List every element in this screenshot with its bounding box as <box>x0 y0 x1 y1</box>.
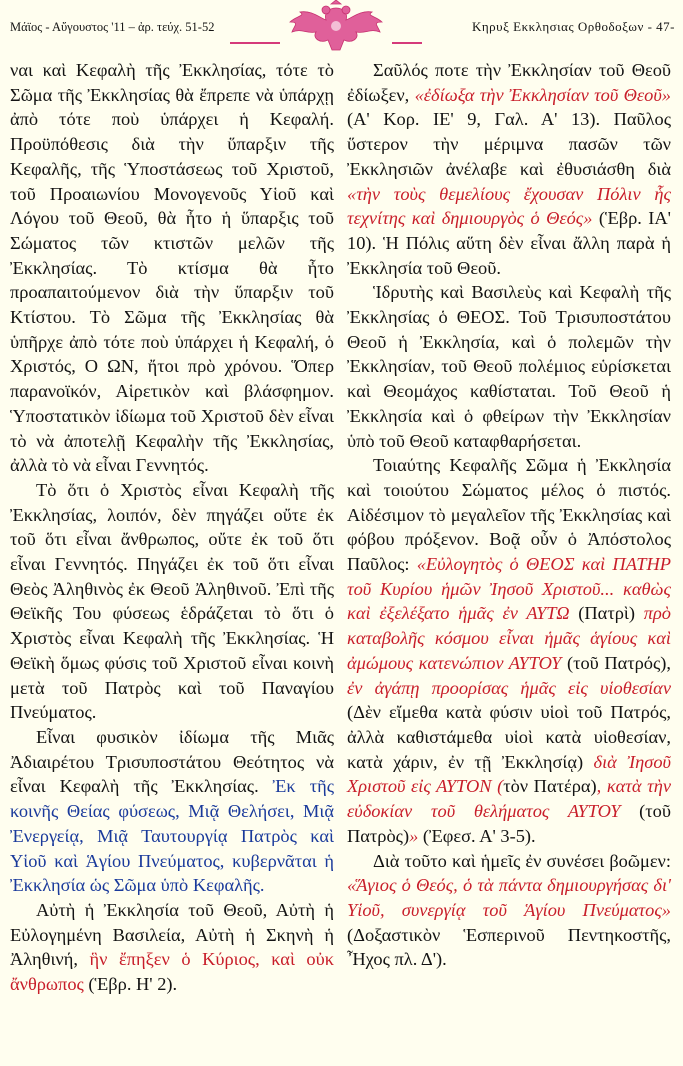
citation: (Ἑβρ. Η' 2). <box>83 974 178 995</box>
quote-text: ἐν ἀγάπῃ προορίσας ἡμᾶς εἰς υἱοθεσίαν <box>347 677 671 698</box>
quote-text: «Εὐλογητὸς ὁ ΘΕΟΣ καὶ ΠΑΤΗΡ τοῦ Κυρίου ἡμῶν Ἰησοῦ Χριστοῦ... καθὼς καὶ ἐξελέξατο ἡμᾶς ἐν ΑΥΤΩ <box>347 554 672 624</box>
text-span: (Πατρὶ) <box>569 603 644 624</box>
text-span: (τοῦ Πατρός), <box>561 652 671 673</box>
journal-title: Κηρυξ Εκκλησιας Ορθοδοξων - 47- <box>471 19 675 34</box>
paragraph <box>347 453 671 848</box>
quote-text: » <box>409 825 419 846</box>
paragraph <box>347 849 671 973</box>
quote-text: πρὸ καταβολῆς κόσμου εἶναι ἡμᾶς ἁγίους καὶ ἀμώμους κατενώπιον ΑΥΤΟΥ <box>347 603 671 673</box>
quote-text: , κατὰ τὴν εὐδοκίαν τοῦ θελήματος ΑΥΤΟΥ <box>347 776 671 822</box>
quote-text: «Ἅγιος ὁ Θεός, ὁ τὰ πάντα δημιουργήσας δι' Υἱοῦ, συνεργίᾳ τοῦ Ἁγίου Πνεύματος» <box>347 875 671 920</box>
text-span: (Α' Κορ. ΙΕ' 9, Γαλ. Α' 13). Παῦλος ὕστερον τὴν μέριμνα πασῶν τῶν Ἐκκλησιῶν ἀνέλαβε καὶ ἐθυσιάσθη διὰ <box>347 109 671 179</box>
text-span: Σαῦλός ποτε τὴν Ἐκκλησίαν τοῦ Θεοῦ ἐδίωξεν, <box>347 60 671 105</box>
paragraph <box>10 725 334 898</box>
text-span: Εἶναι φυσικὸν ἰδίωμα τῆς Μιᾶς Ἀδιαιρέτου Τρισυποστάτου Θεότητος νὰ εἶναι Κεφαλὴ τῆς Ἐκκλησίας. <box>10 726 334 797</box>
quote-text: «ἐδίωξα τὴν Ἐκκλησίαν τοῦ Θεοῦ» <box>414 84 671 105</box>
right-column <box>347 58 671 972</box>
text-span: (τοῦ Πατρὸς) <box>347 801 671 846</box>
text-span: (Ἑβρ. ΙΑ' 10). Ἡ Πόλις αὕτη δὲν εἶναι ἄλλη παρὰ ἡ Ἐκκλησία τοῦ Θεοῦ. <box>347 208 671 278</box>
quote-text: ἣν ἔπηξεν ὁ Κύριος, καὶ οὐκ ἄνθρωπος <box>10 949 334 995</box>
highlighted-text: Ἐκ τῆς κοινῆς Θείας φύσεως, Μιᾷ Θελήσει, Μιᾷ Ἐνεργείᾳ, Μιᾷ Ταυτουργίᾳ Πατρὸς καὶ Υἱοῦ καὶ Ἁγίου Πνεύματος, κυβερνᾶται ἡ Ἐκκλησία ὡς Σῶμα ὑπὸ Κεφαλῆς. <box>10 776 334 896</box>
text-span: τὸν Πατέρα) <box>503 776 597 797</box>
page-header <box>0 0 683 58</box>
paragraph: Ἱδρυτὴς καὶ Βασιλεὺς καὶ Κεφαλὴ τῆς Ἐκκλησίας ὁ ΘΕΟΣ. Τοῦ Τρισυποστάτου Θεοῦ ἡ Ἐκκλησία, καὶ ὁ πολεμῶν τὴν Ἐκκλησίαν, τοῦ Θεοῦ πολέμιος εὑρίσκεται καὶ Θεομάχος καθίσταται. Τοῦ Θεοῦ ἡ Ἐκκλησία καὶ ὁ φθείρων τὴν Ἐκκλησίαν ὑπὸ τοῦ Θεοῦ καταφθαρήσεται. <box>347 282 671 451</box>
text-span: Τοιαύτης Κεφαλῆς Σῶμα ἡ Ἐκκλησία καὶ τοιούτου Σώματος μέλος ὁ πιστός. Αἰδέσιμον τὸ μεγαλεῖον τῆς Ἐκκλησίας καὶ φόβου πρόξενον. Βοᾷ οὖν ὁ Ἀπόστολος Παῦλος: <box>347 455 671 575</box>
left-column <box>10 58 334 997</box>
text-span: Αὐτὴ ἡ Ἐκκλησία τοῦ Θεοῦ, Αὐτὴ ἡ Εὐλογημένη Βασιλεία, Αὐτὴ ἡ Σκηνὴ ἡ Ἀληθινή, <box>10 899 334 970</box>
quote-text: «τὴν τοὺς θεμελίους ἔχουσαν Πόλιν ἧς τεχνίτης καὶ δημιουργὸς ὁ Θεός» <box>347 183 671 229</box>
double-headed-eagle-icon <box>276 0 396 58</box>
paragraph: Τὸ ὅτι ὁ Χριστὸς εἶναι Κεφαλὴ τῆς Ἐκκλησίας, λοιπόν, δὲν πηγάζει οὔτε ἐκ τοῦ ὅτι εἶναι ἄνθρωπος, οὔτε ἐκ τοῦ ὅτι εἶναι Γεννητός. Πηγάζει ἐκ τοῦ ὅτι εἶναι Θεὸς Ἀληθινὸς ἐκ Θεοῦ Ἀληθινοῦ. Ἐπὶ τῆς Θεϊκῆς Του φύσεως ἑδράζεται τὸ ὅτι ὁ Χριστὸς εἶναι Κεφαλὴ τῆς Ἐκκλησίας. Ἡ Θεϊκὴ ὅμως φύσις τοῦ Χριστοῦ εἶναι κοινὴ μετὰ τοῦ Πατρὸς καὶ τοῦ Παναγίου Πνεύματος. <box>10 479 334 723</box>
header-rule-right <box>392 42 422 44</box>
issue-info: Μάϊος - Αὔγουστος '11 – ἀρ. τεύχ. 51-52 <box>10 20 215 34</box>
text-span: Διὰ τοῦτο καὶ ἡμεῖς ἐν συνέσει βοῶμεν: <box>373 850 671 871</box>
paragraph: ναι καὶ Κεφαλὴ τῆς Ἐκκλησίας, τότε τὸ Σῶμα τῆς Ἐκκλησίας θὰ ἔπρεπε νὰ ὑπάρχῃ ἀπὸ τότε ποὺ ὑπάρχει ἡ Κεφαλή. Προϋπόθεσις διὰ τὴν ὕπαρξιν τῆς Κεφαλῆς, τῆς Ὑποστάσεως τοῦ Χριστοῦ, τοῦ Προαιωνίου Μονογενοῦς Υἱοῦ καὶ Λόγου τοῦ Θεοῦ, θὰ ἦτο ἡ ὕπαρξις τοῦ Σώματος τῶν κτιστῶν μελῶν τῆς Ἐκκλησίας. Τὸ κτίσμα θὰ ἦτο προαπαιτούμενον διὰ τὴν ὕπαρξιν τοῦ Κτίστου. Τὸ Σῶμα τῆς Ἐκκλησίας θὰ ὑπῆρχε ἀπὸ τότε ποὺ ὑπάρχει ἡ Κεφαλή, ὁ Χριστός, Ο ΩΝ, ἤτοι πρὸ χρόνου. Ὅπερ παρανοϊκόν, Αἱρετικὸν καὶ βλάσφημον. Ὑποστατικὸν ἰδίωμα τοῦ Χριστοῦ δὲν εἶναι τὸ νὰ ἀποτελῇ Κεφαλὴν τῆς Ἐκκλησίας, ἀλλὰ τὸ νὰ εἶναι Γεννητός. <box>10 60 334 476</box>
paragraph <box>347 58 671 280</box>
quote-text: διὰ Ἰησοῦ Χριστοῦ εἰς ΑΥΤΟΝ ( <box>347 751 671 797</box>
citation: (Δοξαστικὸν Ἑσπερινοῦ Πεντηκοστῆς, Ἦχος πλ. Δ'). <box>347 924 671 970</box>
paragraph <box>10 898 334 997</box>
citation: (Ἐφεσ. Α' 3-5). <box>418 825 536 846</box>
header-rule-left <box>230 42 280 44</box>
text-span: (Δὲν εἴμεθα κατὰ φύσιν υἱοὶ τοῦ Πατρός, ἀλλὰ καθιστάμεθα υἱοὶ κατὰ υἱοθεσίαν, κατὰ χάριν, ἐν τῇ Ἐκκλησίᾳ) <box>347 702 671 772</box>
